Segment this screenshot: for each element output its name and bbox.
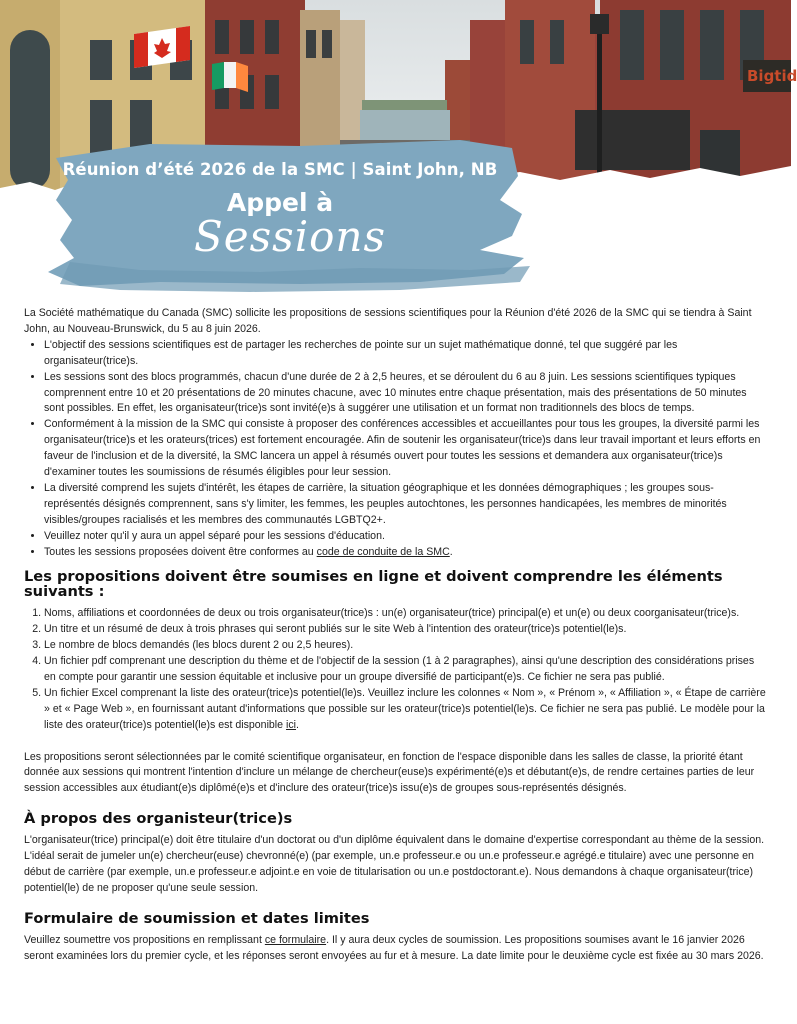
info-bullet-list bbox=[24, 338, 768, 561]
list-item: • Veuillez noter qu'il y aura un appel séparé pour les sessions d'éducation. bbox=[44, 529, 768, 545]
submission-text: Veuillez soumettre vos propositions en remplissant bbox=[24, 933, 265, 946]
selection-paragraph: Les propositions seront sélectionnées par le comité scientifique organisateur, en fonction de l'espace disponible dans les salles de classe, la priorité étant donnée aux sessions qui montrent l'intention d'inclure un mélange de chercheur(euse)s expérimenté(e)s et débutant(e)s, de rendre certaines parties de leur session accessibles aux étudiant(e)s diplômé(e)s et d'inclure des orateur(trice)s issu(e)s de groupes sous-représentés désignés. bbox=[24, 750, 755, 795]
list-item-text: Un fichier Excel comprenant la liste des orateur(trice)s potentiel(le)s. Veuillez inclure les colonnes « Nom », « Prénom », « Affiliation », « Étape de carrière » et « Page Web », en fournissant autant d'informations que possible sur les orateur(trice)s potentiel(le)s. Ce fichier ne sera pas publié. Le modèle pour la liste des orateur(trice)s potentiel(le)s est disponible bbox=[44, 686, 766, 731]
call-heading: Appel à bbox=[226, 188, 334, 217]
list-item-text: Toutes les sessions proposées doivent être conformes au bbox=[44, 545, 317, 558]
submission-paragraph bbox=[24, 933, 768, 965]
sessions-script-heading: Sessions bbox=[193, 212, 387, 261]
hero-banner bbox=[0, 0, 797, 300]
intro-paragraph: La Société mathématique du Canada (SMC) sollicite les propositions de sessions scientifiques pour la Réunion d'été 2026 de la SMC qui se tiendra à Saint John, au Nouveau-Brunswick, du 5 au 8 juin 2026. bbox=[24, 307, 752, 335]
list-item: 1. Noms, affiliations et coordonnées de deux ou trois organisateur(trice)s : un(e) organisateur(trice) principal(e) et un(e) ou deux coorganisateur(trice)s. bbox=[44, 606, 768, 622]
event-title: Réunion d’été 2026 de la SMC | Saint John, NB bbox=[62, 160, 498, 179]
list-item: • L'objectif des sessions scientifiques est de partager les recherches de pointe sur un sujet mathématique donné, tel que suggéré par les organisateur(trice)s. bbox=[44, 338, 768, 370]
shop-sign: Bigtid bbox=[743, 60, 791, 92]
requirements-list bbox=[24, 606, 768, 733]
list-item: 4. Un fichier pdf comprenant une description du thème et de l'objectif de la session (1 à 2 paragraphes), ainsi qu'une description des considérations prises en compte pour garantir une session équitable et inclusive pour un groupe diversifié de participant(e)s. Ce fichier ne sera pas publié. bbox=[44, 654, 768, 686]
submission-heading: Formulaire de soumission et dates limites bbox=[24, 909, 370, 927]
list-item: • Les sessions sont des blocs programmés, chacun d'une durée de 2 à 2,5 heures, et se déroulent du 6 au 8 juin. Les sessions scientifiques typiques comprennent entre 10 et 20 présentations de 20 minutes chacune, avec 10 minutes entre chaque présentation, mais des présentations de 50 minutes sont possibles. En effet, les organisateur(trice)s sont invité(e)s à suggérer une utilisation et un format non traditionnels des blocs de temps. bbox=[44, 370, 768, 418]
form-link[interactable]: ce formulaire bbox=[264, 933, 327, 946]
list-item-end: . bbox=[449, 545, 453, 558]
template-link[interactable]: ici bbox=[286, 718, 297, 731]
list-item: • Conformément à la mission de la SMC qui consiste à proposer des conférences accessibles et accueillantes pour tous les groupes, la diversité parmi les organisateur(trice)s et les orateurs(trices) est fortement encouragée. Afin de soutenir les organisateur(trice)s dans leur travail important et leurs efforts en faveur de l'inclusion et de la diversité, la SMC lancera un appel à résumés ouvert pour toutes les sessions et demandera aux organisateur(trice)s d'examiner toutes les soumissions de résumés éligibles pour leur session. bbox=[44, 417, 768, 481]
submission-text-end: . Il y aura deux cycles de soumission. Les propositions soumises avant le 16 janvier 2026 seront examinées lors du premier cycle, et les réponses seront envoyées au fur et à mesure. La date limite pour le deuxième cycle est fixée au 30 mars 2026. bbox=[24, 933, 764, 962]
requirements-heading: Les propositions doivent être soumises en ligne et doivent comprendre les éléments suivants : bbox=[24, 567, 723, 601]
list-item: 2. Un titre et un résumé de deux à trois phrases qui seront publiés sur le site Web à l'intention des orateur(trice)s potentiel(le)s. bbox=[44, 622, 768, 638]
list-item bbox=[44, 545, 768, 561]
list-item bbox=[44, 686, 768, 734]
list-item: 3. Le nombre de blocs demandés (les blocs durent 2 ou 2,5 heures). bbox=[44, 638, 768, 654]
organizers-heading: À propos des organisteur(trice)s bbox=[24, 810, 293, 828]
list-item: • La diversité comprend les sujets d'intérêt, les étapes de carrière, la situation géographique et les données démographiques ; les groupes sous-représentés désignés comprennent, sans s'y limiter, les femmes, les peuples autochtones, les personnes handicapées, les membres de minorités visibles/groupes racialisés et les membres des communautés LGBTQ2+. bbox=[44, 481, 768, 529]
list-item-end: . bbox=[296, 718, 299, 731]
main-content bbox=[24, 306, 768, 965]
organizers-paragraph: L'organisateur(trice) principal(e) doit être titulaire d'un doctorat ou d'un diplôme équivalent dans le domaine d'expertise correspondant au thème de la session. L'idéal serait de jumeler un(e) chercheur(euse) chevronné(e) (par exemple, un.e professeur.e ou un.e professeur.e agrégé.e titulaire) avec une personne en début de carrière (par exemple, un.e professeur.e adjoint.e en voie de titularisation ou un.e postdoctorant.e). Nous demandons à chaque organisateur(trice) potentiel(le) de ne proposer qu'une seule session. bbox=[24, 834, 765, 894]
code-of-conduct-link[interactable]: code de conduite de la SMC bbox=[316, 545, 450, 558]
